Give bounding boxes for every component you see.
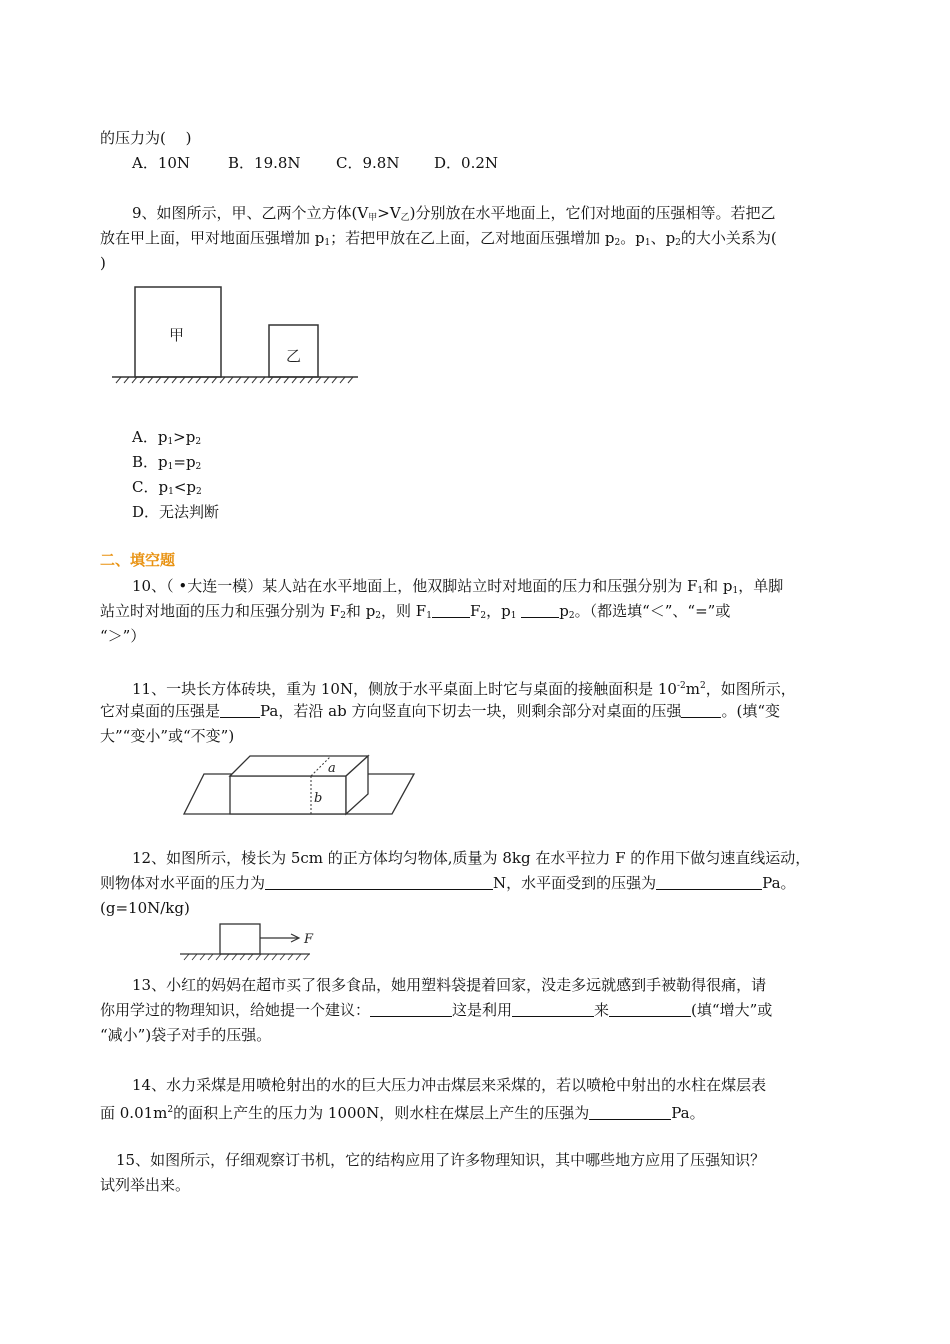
q9-option-b: B．$p_1=p_2$ — [132, 453, 202, 472]
q9-cubes-figure — [110, 285, 360, 385]
q11-blank-2[interactable] — [681, 703, 721, 718]
q15-stem-line1: 15、如图所示，仔细观察订书机，它的结构应用了许多物理知识，其中哪些地方应用了压强知识？ — [116, 1151, 766, 1169]
q8-stem-tail: 的压力为( ) — [100, 129, 192, 147]
q13-blank-1[interactable] — [370, 1002, 452, 1017]
q10-blank-2[interactable] — [521, 603, 559, 618]
q12-stem-line1: 12、如图所示，棱长为 5cm 的正方体均匀物体,质量为 8kg 在水平拉力 F 的作用下做匀速直线运动， — [132, 849, 811, 867]
q11-stem-line3: 大”“变小”或“不变”) — [100, 727, 235, 745]
q11-stem-line1: 11、一块长方体砖块，重为 10N，侧放于水平桌面上时它与桌面的接触面积是 $10^{-2}m^2$，如图所示， — [132, 680, 796, 698]
section-heading-fill-blank: 二、填空题 — [100, 551, 176, 569]
q13-blank-2[interactable] — [512, 1002, 594, 1017]
q11-stem-line2: 它对桌面的压强是 Pa，若沿 ab 方向竖直向下切去一块，则剩余部分对桌面的压强 。(填“变 — [100, 702, 780, 720]
q13-stem-line3: “减小”)袋子对手的压强。 — [100, 1026, 272, 1044]
q13-stem-line1: 13、小红的妈妈在超市买了很多食品，她用塑料袋提着回家，没走多远就感到手被勒得很痛，请 — [132, 976, 767, 994]
q14-blank-1[interactable] — [589, 1105, 671, 1120]
q14-stem-line1: 14、水力采煤是用喷枪射出的水的巨大压力冲击煤层来采煤的，若以喷枪中射出的水柱在煤层表 — [132, 1076, 767, 1094]
q12-blank-1[interactable] — [265, 875, 493, 890]
q12-block-figure — [178, 922, 328, 964]
q13-blank-3[interactable] — [609, 1002, 691, 1017]
q10-stem-line3: “＞”） — [100, 627, 146, 645]
q12-stem-line3: (g=10N/kg) — [100, 899, 190, 917]
q15-stem-line2: 试列举出来。 — [100, 1176, 191, 1194]
q13-stem-line2: 你用学过的物理知识，给她提一个建议： 这是利用 来 (填“增大”或 — [100, 1001, 773, 1019]
q9-label-yi: 乙 — [286, 347, 302, 365]
q8-option-a: A．10N — [132, 154, 191, 172]
q9-stem-line2: 放在甲上面，甲对地面压强增加 $p_1$；若把甲放在乙上面，乙对地面压强增加 $p_2$。$p_1$、$p_2$的大小关系为( — [100, 229, 777, 248]
q11-label-b: b — [314, 791, 323, 806]
q11-brick-figure — [180, 752, 420, 818]
q12-stem-line2: 则物体对水平面的压力为 N，水平面受到的压强为 Pa。 — [100, 874, 796, 892]
q11-blank-1[interactable] — [220, 703, 260, 718]
q11-label-a: a — [328, 761, 336, 776]
q9-option-d: D．无法判断 — [132, 503, 220, 521]
q9-label-jia: 甲 — [169, 326, 185, 344]
q10-blank-1[interactable] — [432, 603, 470, 618]
q8-option-c: C．9.8N — [336, 154, 400, 172]
q14-stem-line2: 面 $0.01m^2$的面积上产生的压力为 1000N，则水柱在煤层上产生的压强为 Pa。 — [100, 1104, 705, 1122]
q8-option-b: B．19.8N — [228, 154, 301, 172]
q10-stem-line1: 10、（ •大连一模）某人站在水平地面上，他双脚站立时对地面的压力和压强分别为 $F_1$和 $p_1$，单脚 — [132, 577, 784, 596]
q9-stem-line3: ) — [100, 254, 106, 272]
q12-blank-2[interactable] — [656, 875, 762, 890]
q9-stem-line1: 9、如图所示，甲、乙两个立方体$(V_甲>V_乙)$分别放在水平地面上，它们对地面的压强相等。若把乙 — [132, 204, 776, 223]
q9-option-a: A．$p_1>p_2$ — [132, 428, 202, 447]
q12-label-force: F — [304, 932, 314, 947]
q9-option-c: C．$p_1<p_2$ — [132, 478, 202, 497]
q10-stem-line2: 站立时对地面的压力和压强分别为 $F_2$和 $p_2$，则 $F_1$ $F_2$，$p_1$ $p_2$。（都选填“＜”、“=”或 — [100, 602, 731, 621]
q8-option-d: D．0.2N — [434, 154, 499, 172]
